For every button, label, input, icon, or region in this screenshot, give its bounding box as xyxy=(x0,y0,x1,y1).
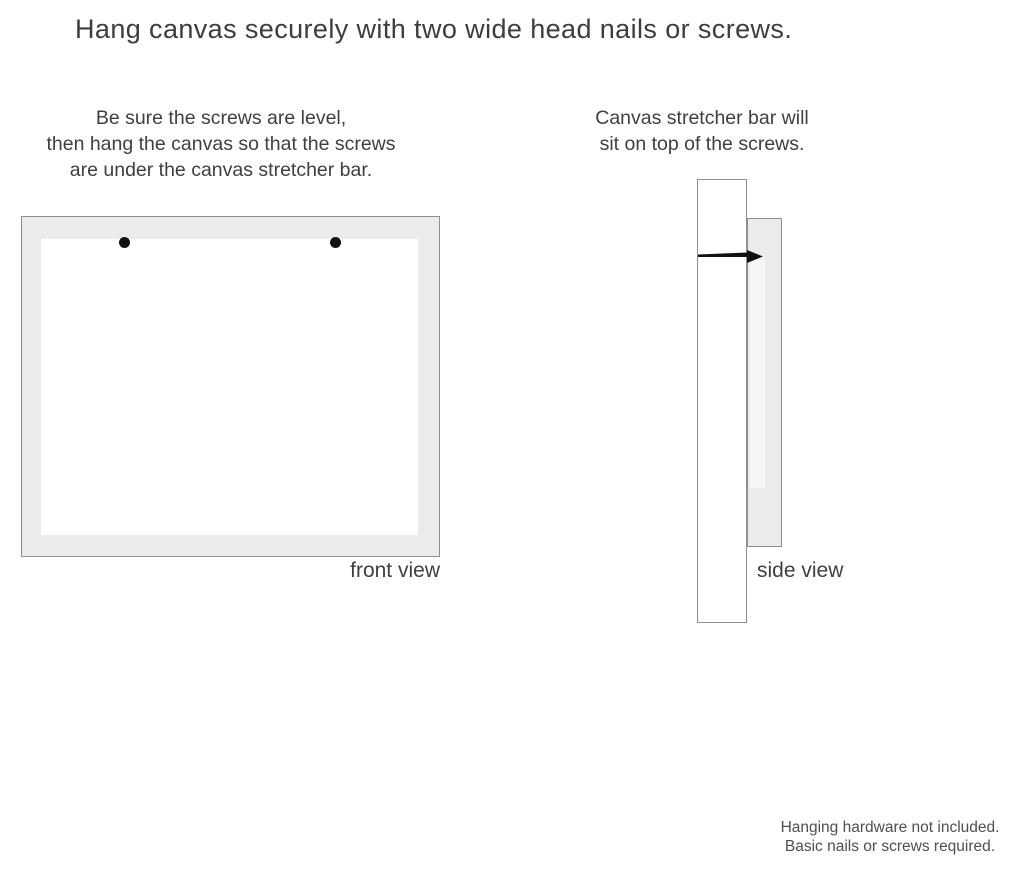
nail-head-left-icon xyxy=(119,237,130,248)
instruction-line: sit on top of the screws. xyxy=(599,133,805,155)
canvas-front-view-face xyxy=(41,239,418,535)
side-view-instruction xyxy=(552,105,852,157)
instruction-line: Be sure the screws are level, xyxy=(95,107,347,129)
disclaimer-line: Basic nails or screws required. xyxy=(784,838,996,855)
nail-head-right-icon xyxy=(330,237,341,248)
front-view-instruction xyxy=(21,105,421,183)
side-view-label: side view xyxy=(757,559,844,582)
page-title: Hang canvas securely with two wide head nails or screws. xyxy=(75,14,793,44)
hardware-disclaimer xyxy=(756,818,1024,856)
instruction-line: are under the canvas stretcher bar. xyxy=(69,159,373,181)
instruction-line: then hang the canvas so that the screws xyxy=(46,133,396,155)
disclaimer-line: Hanging hardware not included. xyxy=(780,819,1000,836)
canvas-side-view-highlight xyxy=(750,256,765,488)
front-view-label: front view xyxy=(350,559,440,582)
nail-side-profile-icon xyxy=(690,244,770,270)
instruction-line: Canvas stretcher bar will xyxy=(595,107,809,129)
canvas-front-view-frame xyxy=(21,216,440,557)
